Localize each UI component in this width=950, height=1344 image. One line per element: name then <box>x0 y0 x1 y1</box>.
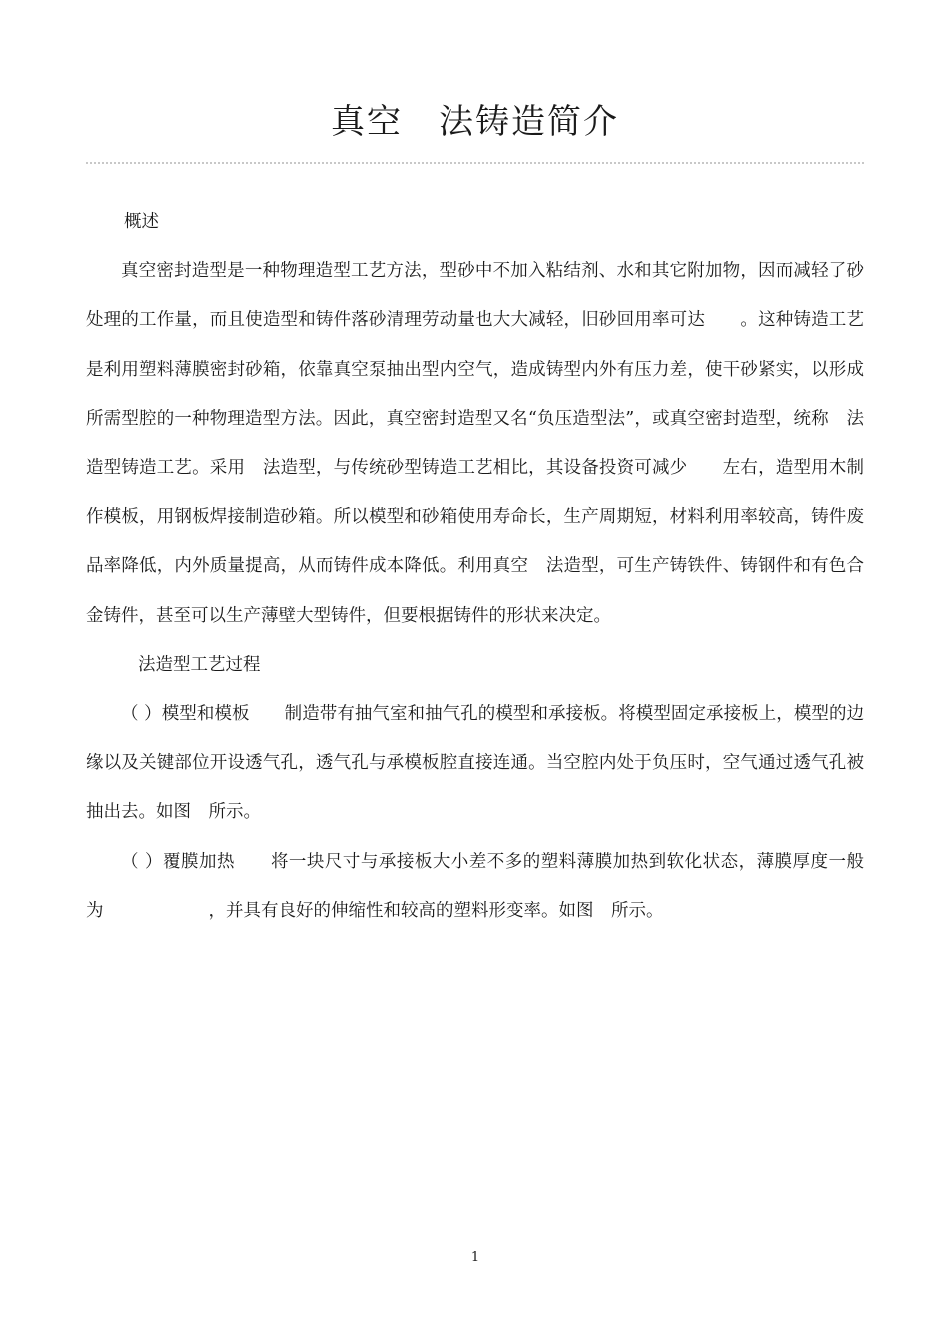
page-title: 真空 法铸造简介 <box>331 102 619 142</box>
process-step-film-paragraph: （ ）覆膜加热 将一块尺寸与承接板大小差不多的塑料薄膜加热到软化状态，薄膜厚度一般为 ，并具有良好的伸缩性和较高的塑料形变率。如图 所示。 <box>86 851 864 921</box>
title-divider <box>86 162 864 164</box>
process-step-model-paragraph: （ ）模型和模板 制造带有抽气室和抽气孔的模型和承接板。将模型固定承接板上，模型的边缘以及关键部位开设透气孔，透气孔与承模板腔直接连通。当空腔内处于负压时，空气通过透气孔被抽出去。如图 所示。 <box>86 704 864 823</box>
page-number: 1 <box>470 1250 480 1265</box>
section-heading-process: 法造型工艺过程 <box>138 654 261 675</box>
overview-paragraph: 真空密封造型是一种物理造型工艺方法，型砂中不加入粘结剂、水和其它附加物，因而减轻了砂处理的工作量，而且使造型和铸件落砂清理劳动量也大大减轻，旧砂回用率可达 。这种铸造工艺是利用塑料薄膜密封砂箱，依靠真空泵抽出型内空气，造成铸型内外有压力差，使干砂紧实，以形成所需型腔的一种物理造型方法。因此，真空密封造型又名“负压造型法”，或真空密封造型，统称 法造型铸造工艺。采用 法造型，与传统砂型铸造工艺相比，其设备投资可减少 左右，造型用木制作模板，用钢板焊接制造砂箱。所以模型和砂箱使用寿命长，生产周期短，材料利用率较高，铸件废品率降低，内外质量提高，从而铸件成本降低。利用真空 法造型，可生产铸铁件、铸钢件和有色合金铸件，甚至可以生产薄壁大型铸件，但要根据铸件的形状来决定。 <box>86 261 864 626</box>
document-body <box>86 198 864 936</box>
section-heading-overview: 概述 <box>124 212 159 232</box>
